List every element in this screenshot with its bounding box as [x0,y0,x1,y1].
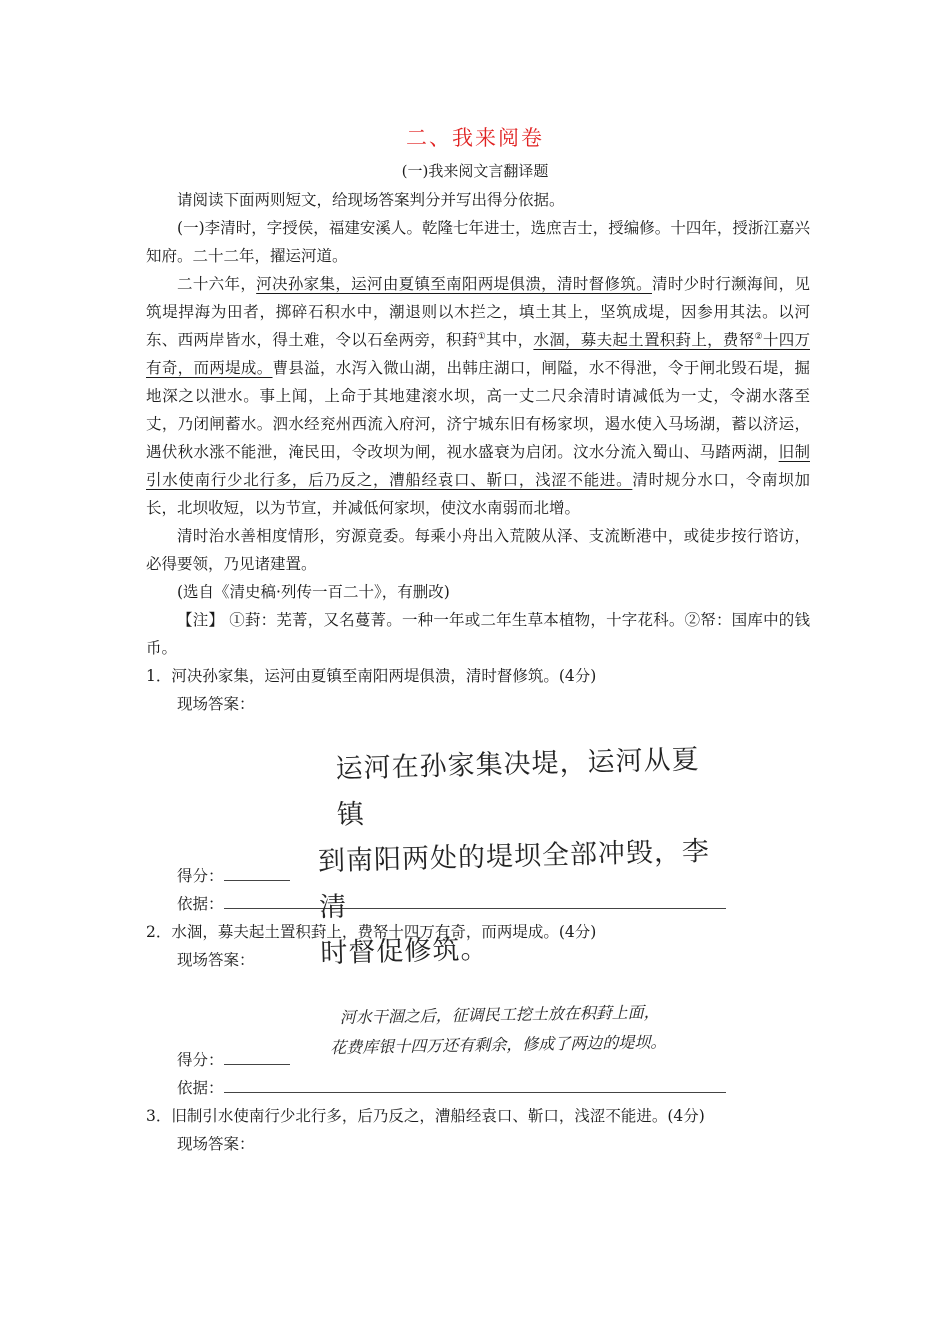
underlined-text: 水涸，募夫起土置积葑上，费帑 [533,331,755,349]
underlined-text: 十四万有奇，而两堤成。 [146,331,810,377]
footnote-marker-1: ① [477,331,487,342]
handwriting-line: 河水干涸之后，征调民工挖土放在积葑上面， [339,1002,660,1027]
underlined-sentence-3: 旧制引水使南行少北行多，后乃反之，漕船经袁口、靳口，浅涩不能进。 [146,443,810,489]
score-blank[interactable] [224,1048,290,1065]
answer-label-2: 现场答案： [177,951,255,969]
note-text: ①葑：芜菁，又名蔓菁。一种一年或二年生草本植物，十字花科。②帑：国库中的钱币。 [146,611,810,657]
question-2: 2．水涸，募夫起土置积葑上，费帑十四万有奇，而两堤成。(4分) [146,923,597,941]
answer-label-1: 现场答案： [177,695,255,713]
passage-text: 其中， [486,331,534,349]
handwriting-line: 到南阳两处的堤坝全部冲毁，李清 [317,835,711,924]
handwriting-line: 花费库银十四万还有剩余，修成了两边的堤坝。 [330,1032,667,1058]
score-label: 得分： [177,867,224,885]
passage-text: 二十六年， [177,275,257,293]
passage-source: (选自《清史稿·列传一百二十》，有删改) [177,583,450,601]
passage-text: 清时规分水口，令南坝加长，北坝收短，以为节宣，并减低何家坝，使汶水南弱而北增。 [146,471,810,517]
instruction-text: 请阅读下面两则短文，给现场答案判分并写出得分依据。 [177,191,565,209]
basis-label: 依据： [177,1079,224,1097]
handwriting-line: 时督促修筑。 [320,933,489,970]
note-label: 【注】 [177,611,225,629]
basis-label: 依据： [177,895,224,913]
basis-row-2 [146,1074,810,1102]
passage-paragraph-3: 清时治水善相度情形，穷源竟委。每乘小舟出入荒陂从泽、支流断港中，或徒步按行谘访，必得要领，乃见诸建置。 [146,527,810,573]
passage-paragraph-2 [146,270,810,522]
passage-text: 清时少时行濒海间，见筑堤捍海为田者，掷碎石积水中，潮退则以木拦之，填土其上，坚筑成堤，因参用其法。以河东、西两岸皆水，得土难，令以石垒两旁，积葑 [146,275,810,349]
underlined-sentence-1: 河决孙家集，运河由夏镇至南阳两堤俱溃，清时督修筑。 [256,275,652,293]
footnote-marker-2: ② [754,331,763,342]
section-subtitle: (一)我来阅文言翻译题 [401,162,549,180]
passage-text: 曹县溢，水泻入微山湖，出韩庄湖口，闸隘，水不得泄，令于闸北毁石堤，掘地深之以泄水。事上闻，上命于其地建滚水坝，高一丈二尺余清时请减低为一丈，令湖水落至丈，乃闭闸蓄水。泗水经兖州西流入府河，济宁城东旧有杨家坝，遏水使入马场湖，蓄以济运，遇伏秋水涨不能泄，淹民田，令改坝为闸，视水盛衰为启闭。汶水分流入蜀山、马踏两湖， [146,359,810,461]
handwritten-answer-2 [330,997,691,1063]
handwriting-line: 运河在孙家集决堤，运河从夏镇 [335,744,700,831]
passage-note [146,606,810,662]
handwritten-answer-1 [315,737,721,977]
answer-label-3: 现场答案： [177,1135,255,1153]
score-blank[interactable] [224,864,290,881]
basis-blank[interactable] [224,1076,726,1093]
question-3: 3．旧制引水使南行少北行多，后乃反之，漕船经袁口、靳口，浅涩不能进。(4分) [146,1107,705,1125]
question-1: 1．河决孙家集，运河由夏镇至南阳两堤俱溃，清时督修筑。(4分) [146,667,597,685]
page-title: 二、我来阅卷 [406,126,544,150]
score-label: 得分： [177,1051,224,1069]
passage-paragraph-1: (一)李清时，字授侯，福建安溪人。乾隆七年进士，选庶吉士，授编修。十四年，授浙江嘉兴知府。二十二年，擢运河道。 [146,219,810,265]
